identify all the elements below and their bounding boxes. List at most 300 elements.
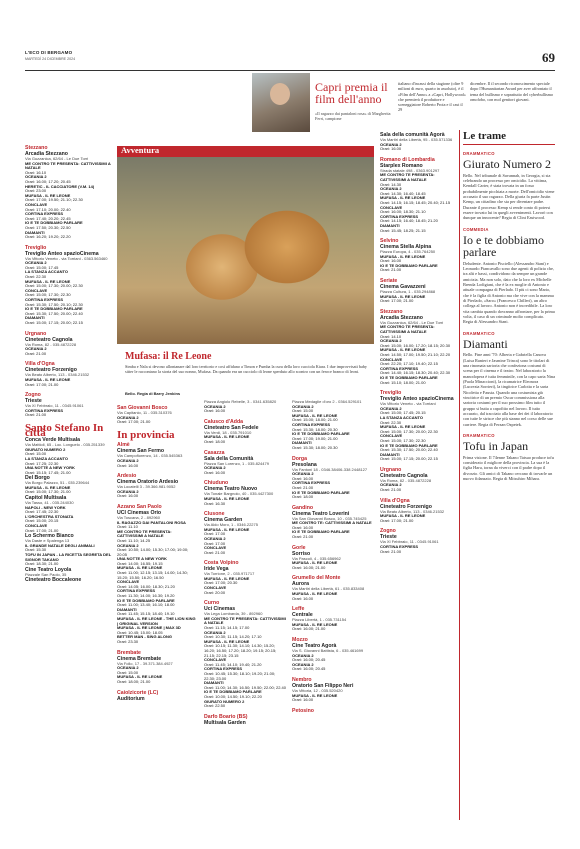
film-title: DIAMANTI	[25, 315, 45, 321]
showtimes: Orari: 16.20; 19.20; 22.20	[25, 234, 71, 240]
showtimes: Orari: 22.20; 17.10; 19.40; 22.15	[380, 361, 438, 367]
showtimes: Orari: 17.00; 21.00	[117, 419, 151, 425]
showtimes: Orari: 16.00	[292, 475, 314, 481]
film-title: OCEANIA 2	[25, 346, 47, 352]
film-title: IO E TE DOBBIAMO PARLARE	[292, 489, 350, 495]
showtimes: Orari: 16.00; 20.45	[292, 657, 326, 663]
film-title: CONCLAVE	[204, 657, 227, 663]
film-title: IO E TE DOBBIAMO PARLARE	[25, 220, 83, 226]
cinema-address: Via Pascoli, 4 - 035.656962	[292, 555, 341, 561]
film-title: MUFASA - IL RE LEONE	[25, 278, 71, 284]
plot-text: Bello. Fine anni '70: Alberta e Gabriella Canova (Luisa Ranieri e Jasmine Trinca) sono le titolari di una rinomata sartoria che confeziona costumi di scena per il cinema e il teatro. Nel laboratorio la manodopera è tutta femminile, con la capo sarta Nina (Paola Minaccioni), la ricamatrice Eleonora (Lucrezia Sorrieri), la tingitrice Carlotta e la sarta Nicoletta e Fausta. Quando una costumista già vincitrice di un premio Oscar commissiona alla sartoria costumi per il suo prossimo film tutto il gruppo si butta a capofitto nel lavoro. Il tutto accurato, dal tracciato alla base dei dei il laboratorio con tutte le strisce che più stanno nel corso delle sue carriere. Regia di Ferzan Ozpetek.	[463, 352, 555, 427]
cinema-name: Iride Vega	[204, 566, 229, 573]
film-title: CONCLAVE	[117, 579, 140, 585]
town-name: Ardesio	[117, 473, 137, 480]
film-title: MUFASA - IL RE LEONE	[117, 674, 163, 680]
cinema-name: Starplex Romano	[380, 162, 423, 169]
cinema-name: Oratorio San Filippo Neri	[292, 682, 354, 689]
cinema-address: Via S. Giovanni Battista, 6 - 035.461699	[292, 648, 364, 653]
showtimes: Orari: 15.00	[117, 669, 139, 675]
cinema-name: Conca Verde Multisala	[25, 437, 81, 444]
plot-text: Deludente. Antonio Pisciello (Alessandro Siani) e Leonardo Piancavallo sono due agenti di polizia che, tra alti e bassi, condividono da sempre un grande amicizia. Ma non solo, dato che la loro ex Michelle Brenda Lodigiani, che è la ex moglie di Antonio e attuale compagna di Pierlado. Il più ci sono Mario, che è la figlia di Antonio ma che vive con la mamma di Pierlado, «Saro» (Francesco Chilleri), un altro collega al lavoro. Antonio non è incredibile. La loro vita cambia quando dovranno affrontare, per la prima volta, il caso di un criminale molto complicato. Regia di Alessandro Siani.	[463, 260, 555, 325]
plot-film-title: Giurato Numero 2	[463, 157, 551, 171]
town-name: Darfo Boario (BS)	[204, 713, 248, 720]
cinema-name: Cineteatro Cagnola	[25, 336, 73, 343]
cinema-address: Via San Giovanni Bosco, 10 - 035.745425	[292, 515, 367, 521]
town-name: Leffe	[292, 606, 305, 613]
listing-column-2	[117, 400, 197, 840]
cinema-name: UCI Cinemas Orio	[117, 509, 162, 516]
plot-genre: DRAMMATICO	[463, 151, 495, 156]
film-title: IL RAGAZZO DAI PANTALONI ROSA	[117, 519, 186, 525]
film-title: OCEANIA 2	[117, 488, 139, 494]
film-title: LA STANZA ACCANTO	[25, 455, 68, 461]
film-title: OCEANIA 2	[117, 414, 139, 420]
showtimes: Orari: 17.45; 22.30	[25, 509, 59, 515]
cinema-name: Cine Teatro Agorà	[292, 643, 337, 649]
showtimes: Orari: 15.45; 18.25; 21.15	[380, 227, 426, 233]
showtimes: Orari: 10.00; 14.50; 19.10; 22.20	[204, 693, 262, 699]
cinema-name: Cinema San Fermo	[117, 448, 164, 455]
feature-film-title: Mufasa: il Re Leone	[125, 351, 212, 362]
showtimes: Orari: 16.00	[380, 146, 402, 152]
listing-column-1	[25, 140, 113, 840]
cinema-address: Via Torrione, 2 - 035.971717	[204, 571, 255, 577]
town-name: Treviglio	[380, 390, 402, 397]
film-title: UNA NOTTE A NEW YORK	[117, 556, 167, 562]
film-title: MUFASA - IL RE LEONE	[292, 412, 338, 418]
film-title: MUFASA - IL RE LEONE	[380, 347, 426, 353]
town-name: Selvino	[380, 238, 399, 245]
showtimes: Orari: 14.05; 16.00; 18.30; 21.20	[117, 583, 175, 589]
cinema-address: Strada statale 498 - 0363.901297	[380, 167, 440, 173]
showtimes: Orari: 15.00; 17.30; 22.30	[380, 437, 426, 443]
cinema-name: Cineteatro Forzenigo	[380, 503, 432, 510]
town-name: Zogno	[25, 392, 41, 399]
town-name: Gandino	[292, 504, 314, 511]
showtimes: Orari: 21.00	[292, 484, 314, 490]
film-title: MUFASA - IL RE LEONE	[292, 621, 338, 627]
showtimes: Orari: 17.00; 20.30	[204, 580, 238, 586]
cinema-name: Sala della Comunità	[204, 455, 254, 462]
cinema-address: Via Lega Lombarda, 39 - 892960	[204, 611, 263, 617]
showtimes: Orari: 17.00; 21.00	[25, 381, 59, 387]
film-title: OCEANIA 2	[117, 457, 139, 463]
town-name: Treviglio	[25, 244, 47, 251]
cinema-name: Cineteatro San Fedele	[204, 424, 259, 431]
town-name: Grumello del Monte	[292, 575, 341, 582]
cinema-name: Sala della comunità Agorà	[380, 132, 445, 138]
film-title: ME CONTRO TE PRESENTA: CATTIVISSIMI A NATALE	[380, 172, 435, 182]
cinema-address: Via Martiri della Libertà, 95 - 035.571336	[380, 137, 453, 142]
plot-film-title: Diamanti	[463, 336, 508, 351]
showtimes: Orari: 21.00	[25, 350, 47, 356]
lion-photo	[117, 157, 374, 344]
cinema-address: Via Borgo Palazzo, 51 - 035.239644	[25, 480, 90, 486]
town-name: Casazza	[204, 449, 225, 456]
film-title: CORTINA EXPRESS	[292, 480, 331, 486]
cinema-address: Via Daste e Spalenga 13	[25, 538, 70, 544]
cinema-address: Piazza San Lorenzo, 1 - 035.824479	[204, 460, 269, 466]
cinema-name: Cinema Stella Alpina	[380, 244, 432, 251]
town-name: Dorga	[292, 455, 307, 462]
film-title: IO E TE DOBBIAMO PARLARE	[25, 306, 83, 312]
film-title: OCEANIA 2	[380, 141, 402, 147]
showtimes: Orari: 17.00; 19.50; 21.10; 22.30	[25, 197, 83, 203]
film-title: CONCLAVE	[204, 545, 227, 551]
film-title: ME CONTRO TE PRESENTA: CATTIVISSIMI A NATALE	[204, 615, 286, 626]
cinema-address: Via Tasso, 41 - 035.244030	[25, 500, 74, 506]
showtimes: Orari: 15.00; 17.30; 20.00; 22.30	[25, 283, 83, 289]
cinema-address: Piazza Libertà, 1 - 035.731154	[292, 617, 347, 623]
film-title: OCEANIA 2	[380, 338, 402, 344]
cinema-name: Cinema Garden	[204, 517, 243, 524]
showtimes: Orari: 10.50; 14.00; 15.30; 17.00; 19.00; 20.05	[117, 547, 189, 557]
showtimes: Orari: 22.50	[204, 703, 226, 709]
section-heading: In provincia	[117, 428, 175, 441]
cinema-name: Auditorium	[117, 695, 145, 702]
film-title: CONCLAVE	[204, 585, 227, 591]
showtimes: Orari: 21.00	[292, 534, 314, 540]
cinema-address: Via Toscana, 2 - 892960	[117, 514, 160, 520]
film-title: IL GRANDE NATALE DEGLI ANIMALI	[25, 542, 95, 548]
cinema-name: Centrale	[292, 612, 313, 619]
column-divider	[459, 130, 460, 820]
cinema-address: Via Beato Alberto, 113 - 0346.21532	[380, 508, 445, 514]
film-title: LA STANZA ACCANTO	[25, 269, 68, 275]
town-name: Nembro	[292, 676, 312, 683]
showtimes: Orari: 17.25; 22.30	[25, 460, 59, 466]
film-title: CORTINA EXPRESS	[380, 365, 419, 371]
showtimes: Orari: 16.00; 17.20; 20.45	[25, 178, 71, 184]
showtimes: Orari: 15.30	[25, 547, 47, 553]
film-title: IO E TE DOBBIAMO PARLARE	[380, 374, 438, 380]
film-title: DIAMANTI	[292, 440, 312, 446]
showtimes: Orari: 11.00; 13.40; 16.10; 18.00	[117, 602, 175, 608]
film-title: IO E TE DOBBIAMO PARLARE	[292, 431, 350, 437]
cinema-name: Treviglio Anteo spazioCinema	[25, 250, 99, 257]
town-name: Villa d'Ogna	[25, 361, 55, 368]
film-title: MUFASA - IL RE LEONE	[204, 526, 250, 532]
page-number: 69	[542, 50, 555, 65]
showtimes: Orari: 15.00; 20.15	[25, 518, 59, 524]
film-title: CORTINA EXPRESS	[117, 588, 156, 594]
showtimes: Orari: 15.00; 18.00; 21.00	[292, 417, 338, 423]
showtimes: Orari: 11.00; 12.15; 13.15; 14.00; 14.30; 15.20; 15.50; 16.20; 16.50	[117, 570, 188, 580]
showtimes: Orari: 14.30; 16.40; 18.45	[380, 190, 426, 196]
film-title: ME CONTRO TE PRESENTA: CATTIVISSIMI A NATALE	[380, 324, 435, 335]
cinema-name: Arcadia Stezzano	[25, 151, 68, 157]
showtimes: Orari: 15.30; 18.00; 20.30	[292, 444, 338, 450]
film-title: BETTER MAN - SING ALONG	[117, 634, 172, 640]
showtimes: Orari: 11.30; 14.00; 16.30; 19.20	[117, 593, 175, 599]
showtimes: Orari: 14.00; 16.55; 19.15	[117, 560, 163, 566]
plots-column	[463, 130, 555, 481]
showtimes: Orari: 14.15; 16.40; 18.45; 21.20	[380, 218, 438, 224]
film-title: MUFASA - IL RE LEONE	[204, 495, 250, 501]
film-title: OCEANIA 2	[292, 403, 314, 409]
showtimes: Orari: 21.00	[204, 549, 226, 555]
film-title: CONCLAVE	[380, 204, 403, 210]
film-title: MUFASA - IL RE LEONE	[204, 434, 250, 440]
showtimes: Orari: 16.00	[204, 408, 226, 414]
cinema-name: Cinema Oratorio Ardesio	[117, 479, 179, 486]
film-title: MUFASA - IL RE LEONE	[292, 692, 338, 698]
showtimes: Orari: 18.30; 21.00	[25, 561, 59, 567]
cinema-name: Cine Teatro Loyola	[25, 566, 72, 573]
showtimes: Orari: 16.00	[292, 524, 314, 530]
showtimes: Orari: 15.00; 17.45	[25, 264, 59, 270]
showtimes: Orari: 17.00; 19.00; 21.00	[292, 435, 338, 441]
plot-film-title: Tofu in Japan	[463, 439, 529, 454]
cinema-name: Trieste	[380, 534, 397, 541]
plot-text: Prima visione. Il 74enne Takano Tatsuo produce tofu considerato il migliore della provincia. La sua è la figlia Haru, torna da viverci con il padre dopo il divorzio. Gli amici di Takano cercano di trovarle un nuovo fidanzato. Regia di Mitsuhiro Mihara.	[463, 454, 554, 481]
town-name: Brembate	[117, 649, 141, 656]
showtimes: Orari: 23.00	[25, 188, 47, 194]
film-title: MUFASA - IL RE LEONE	[25, 484, 71, 490]
film-title: MUFASA - IL RE LEONE	[292, 591, 338, 597]
showtimes: Orari: 16.00	[204, 469, 226, 475]
film-title: IO E TE DOBBIAMO PARLARE	[292, 529, 350, 535]
cinema-address: Via Fantoni 18 - 0346.38406-338 2448127	[292, 466, 368, 472]
cinema-address: Via Martiri della Libertà, 61 - 035.833408	[292, 586, 365, 592]
film-title: CORTINA EXPRESS	[204, 666, 243, 672]
film-title: OCEANIA 2	[117, 665, 139, 671]
showtimes: Orari: 23.30	[117, 638, 139, 644]
film-title: CORTINA EXPRESS	[292, 421, 331, 427]
film-title: MUFASA - IL RE LEONE	[25, 192, 71, 198]
showtimes: Orari: 16.00	[292, 697, 314, 703]
film-title: DIAMANTI	[117, 606, 137, 612]
cinema-name: Multisala Garden	[204, 719, 246, 726]
showtimes: Orari: 15.30; 18.00; 20.30	[292, 426, 338, 432]
showtimes: Orari: 17.10; 20.00; 22.40	[25, 206, 71, 212]
film-title: IO E TE DOBBIAMO PARLARE	[380, 442, 438, 448]
film-title: DIAMANTI	[380, 222, 400, 228]
showtimes: Orari: 17.00	[204, 540, 226, 546]
film-title: OCEANIA 2	[204, 465, 226, 471]
cinema-address: Via Guzzanica, 62/64 - Le Due Torri	[25, 156, 89, 161]
film-title: L'ORCHESTRA STONATA	[25, 513, 74, 519]
showtimes: Orari: 15.00; 17.45; 20.15	[380, 410, 426, 416]
masthead: L'ECO DI BERGAMO	[25, 50, 73, 55]
showtimes: Orari: 15.00; 17.15; 20.00; 22.15	[380, 456, 438, 462]
listing-column-3	[204, 400, 286, 840]
film-title: MUFASA - IL RE LEONE - THE LION KING | ORIGINAL VERSION	[117, 616, 196, 626]
showtimes: Orari: 15.00; 17.15; 20.00; 22.15	[25, 320, 83, 325]
showtimes: Orari: 15.00	[25, 451, 47, 457]
film-title: MUFASA - IL RE LEONE	[380, 195, 426, 201]
showtimes: Orari: 16.00	[117, 493, 139, 499]
cinema-address: Via Tonale Bargnolo, 40 - 035.4427300	[204, 491, 274, 497]
film-title: CONCLAVE	[25, 287, 48, 293]
film-title: DIAMANTI	[380, 451, 400, 457]
cinema-address: Via Verdi, 18 - 035.791010	[204, 429, 252, 435]
cinema-name: Cineteatro Cagnola	[380, 472, 428, 479]
film-title: ME CONTRO TE PRESENTA: CATTIVISSIMI A NATALE	[117, 528, 172, 539]
top-story	[25, 73, 554, 133]
town-name: Almè	[117, 442, 130, 449]
cinema-name: Cinema Brembate	[117, 655, 162, 662]
cinema-name: Capitol Multisala	[25, 495, 67, 502]
cinema-name: Cineteatro Boccaleone	[25, 577, 82, 584]
header-rule	[25, 70, 555, 71]
cinema-name: Cinema Gavazzeni	[380, 284, 426, 291]
showtimes: Orari: 21.00	[25, 412, 47, 418]
film-title: UNA NOTTE A NEW YORK	[25, 465, 75, 471]
showtimes: Orari: 18.00	[292, 494, 314, 500]
showtimes: Orari: 17.40; 20.20; 22.45	[25, 215, 71, 221]
cinema-address: Via Guzzanica, 62/64 - Le Due Torri	[380, 319, 444, 325]
town-name: Gorle	[292, 544, 306, 551]
showtimes: Orari: 17.00; 21.00	[380, 298, 414, 304]
top-story-headline: Capri premia il film dell'anno	[315, 80, 388, 106]
showtimes: Orari: 16.00; 20.45	[292, 666, 326, 672]
showtimes: Orari: 21.00	[380, 267, 402, 273]
cinema-address: Via Roma, 82 - 035.4872228	[380, 477, 432, 483]
plot-film-title: Io e te dobbiamo parlare	[463, 232, 544, 260]
showtimes: Orari: 11.00; 14.30; 16.50; 19.50; 22.00; 22.40	[204, 684, 286, 690]
town-name: Stezzano	[380, 308, 403, 315]
showtimes: Orari: 17.50; 20.30; 22.50	[25, 224, 71, 230]
cinema-address: Piazzale San Paolo, 35	[25, 571, 67, 577]
cinema-address: Piazza Europa, 4 - 035.764250	[380, 249, 436, 255]
cinema-name: Presolana	[292, 461, 317, 468]
film-title: MUFASA - IL RE LEONE	[204, 638, 250, 644]
showtimes: Orari: 20.00	[204, 589, 226, 595]
town-name: Curno	[204, 600, 220, 607]
film-title: OCEANIA 2	[292, 652, 314, 658]
showtimes: Orari: 11.45; 15.15; 18.40; 19.10	[117, 611, 175, 617]
showtimes: Orari: 11.10	[117, 524, 138, 530]
film-title: DIAMANTI	[204, 680, 224, 686]
showtimes: Orari: 16.00; 18.30; 21.10	[380, 209, 426, 215]
cinema-address: Piazza Cultura, 1 - 035.294868	[380, 289, 436, 295]
town-name: Mozzo	[292, 637, 308, 643]
film-title: OCEANIA 2	[292, 661, 314, 667]
film-title: CORTINA EXPRESS	[25, 297, 64, 303]
showtimes: Orari: 17.00; 21.00	[25, 527, 59, 533]
showtimes: Orari: 11.15; 14.15; 17.00	[204, 625, 250, 631]
cinema-address: Piazza Medaglie d'oro 2 - 0364.529101	[292, 400, 362, 404]
plot-text: Bello. Nel tribunale di Savannah, in Georgia, si sta celebrando un processo per omicidio. La vittima, Kendall Carter, è stata trovata in un fosso probabilmente picchiata a morte. Dell'omicidio viene accusato il suo ragazzo. Della giuria fa parte Justin Kemp, un cittadino che sta per diventare padre. Durante il processo Kemp si rende conto di potersi essere trovato lui in quegli avvenimenti. Lavorò con dunque un innocente? Regia di Clint Eastwood.	[463, 172, 555, 221]
film-title: CORTINA EXPRESS	[380, 213, 419, 219]
showtimes: Orari: 15.00; 17.30; 21.00	[25, 489, 71, 495]
showtimes: Orari: 15.00; 17.30; 20.00; 22.30	[380, 428, 438, 434]
showtimes: Orari: 16.30	[204, 500, 226, 506]
showtimes: Orari: 17.00	[204, 531, 226, 537]
town-name: Caiolzicorte (LC)	[117, 689, 159, 696]
film-title: CORTINA EXPRESS	[25, 211, 64, 217]
showtimes: Orari: 14.50; 17.00; 19.50; 21.10; 22.20	[380, 352, 451, 357]
film-title: IO E TE DOBBIAMO PARLARE	[380, 262, 438, 268]
film-title: DIAMANTI	[25, 229, 45, 235]
cinema-address: Via Vittorio Veneto - via Torriani - 0363.563460	[25, 255, 108, 261]
page-header	[25, 50, 555, 70]
listing-column-4	[292, 400, 372, 840]
cinema-name: Sorriso	[292, 550, 311, 557]
cinema-name: Trieste	[25, 398, 42, 405]
showtimes: Orari: 22.30	[25, 274, 47, 280]
showtimes: Orari: 15.15; 17.45; 21.00	[25, 469, 71, 475]
film-title: OCEANIA 2	[117, 542, 139, 548]
showtimes: Orari: 18.00; 21.00	[117, 678, 151, 684]
cinema-name: Cineteatro Forzenigo	[25, 367, 77, 374]
showtimes: Orari: 10.30; 11.15; 14.20; 17.10	[204, 634, 262, 640]
film-title: LA STANZA ACCANTO	[380, 414, 423, 420]
feature-film-synopsis: Simba e Nala si devono allontanare dal loro territorio e così affidano a Timon e Pumba la cura della loro cucciola Kiara. I due improvvisati baby sitter le raccontano la storia del suo nonno, Mufasa. Da quando era un cucciolo di leone sperduto allo scontro con un feroce branco di leoni.	[125, 364, 368, 375]
cinema-address: Piazza Angiolo Rebelle, 3 - 0341.635820	[204, 400, 277, 404]
cinema-name: Aurora	[292, 581, 310, 588]
film-title: OCEANIA 2	[380, 405, 402, 411]
showtimes: Orari: 15.30; 17.50; 20.00; 22.40	[25, 310, 83, 316]
film-title: NAPOLI - NEW YORK	[25, 504, 66, 510]
film-title: MUFASA - IL RE LEONE	[117, 565, 163, 571]
film-title: GIURATO NUMERO 2	[25, 446, 66, 452]
showtimes: Orari: 10.15; 11.30; 14.10; 14.30; 15.20; 16.20; 16.50; 17.20; 18.20; 19.15; 20.15; 21.15; 22.15; 23.15	[204, 643, 277, 658]
cinema-name: Del Borgo	[25, 475, 50, 482]
cinema-address: Via Beato Alberto, 113 - 0346.21532	[25, 372, 90, 378]
showtimes: Orari: 15.00; 16.00; 17.20; 18.15; 20.30	[380, 342, 451, 348]
showtimes: Orari: 16.00; 21.00	[292, 626, 326, 632]
cinema-address: Via Vittoria, 12 - 035.520420	[292, 687, 343, 693]
cinema-name: Uci Cinemas	[204, 606, 236, 613]
top-story-body-continued: dicembre. Il il secondo riconoscimento speciale dopo l'Humanitarian Award per aver affrontato il tema del bullismo e soprattutto del cyberbullismo omofobo, con mol genitori giovani.	[470, 81, 554, 102]
top-story-body: italiano d'incassi della stagione (oltre 9 milioni di euro, quarto in assoluto), è il «Film dell'Anno» a «Capri, Hollywood» che premierà il produttore e sceneggiatore Roberto Proia e il cast il 29	[398, 81, 466, 113]
film-title: CONCLAVE	[25, 523, 48, 529]
showtimes: Orari: 15.30; 17.50; 20.10; 22.30	[25, 301, 83, 307]
showtimes: Orari: 17.00; 21.00	[380, 517, 414, 523]
cinema-address: Via Locatelli 3 - 39.366.981.9052	[117, 484, 176, 490]
town-name: Costa Volpino	[204, 560, 239, 567]
film-title: OCEANIA 2	[204, 535, 226, 541]
town-name: Chiuduno	[204, 480, 229, 487]
film-title: IO E TE DOBBIAMO PARLARE	[204, 689, 262, 695]
film-title: MUFASA - IL RE LEONE	[204, 575, 250, 581]
showtimes: Orari: 14.30	[380, 181, 402, 187]
film-title: CONCLAVE	[25, 201, 48, 207]
showtimes: Orari: 16.00	[117, 462, 139, 468]
cinema-name: Cinema Teatro Loverini	[292, 510, 350, 517]
cinema-address: Via Capitanio, 11 - 035.310376	[117, 410, 172, 415]
cinema-address: Via Aldo Moro, 1 - 0346.22275	[204, 522, 258, 528]
town-name: Stezzano	[25, 145, 48, 151]
showtimes: Orari: 10.45; 15.30; 18.10; 19.20; 21.00; 22.30; 23.00	[204, 670, 276, 681]
showtimes: Orari: 22.30	[380, 419, 402, 425]
town-name: San Giovanni Bosco	[117, 405, 168, 411]
film-title: CONCLAVE	[380, 433, 403, 439]
showtimes: Orari: 15.00; 17.30; 22.30	[25, 292, 71, 298]
film-title: OCEANIA 2	[204, 403, 226, 409]
showtimes: Orari: 11.10; 14.25	[117, 537, 151, 543]
film-title: OCEANIA 2	[25, 260, 47, 266]
cinema-address: Via XI Febbraio, 11 - 0345.91061	[25, 403, 84, 409]
showtimes: Orari: 14.15; 16.15; 18.45; 20.40; 21.15	[380, 199, 451, 205]
showtimes: Orari: 15.10; 18.00; 21.00	[380, 379, 426, 385]
town-name: Zogno	[380, 528, 396, 535]
genre-label: Avventura	[121, 145, 160, 155]
top-story-subhead: «Il ragazzo dai pantaloni rosa» di Margherita Ferri, campione	[315, 111, 391, 122]
film-title: OCEANIA 2	[380, 186, 402, 192]
showtimes: Orari: 14.40; 16.15; 18.30; 20.40; 22.30	[380, 370, 451, 376]
showtimes: Orari: 16.10	[25, 169, 47, 175]
town-name: Seriate	[380, 278, 398, 285]
film-title: OCEANIA 2	[204, 629, 226, 635]
film-title: TOFU IN JAPAN - LA RICETTA SEGRETA DEL SIGNOR TAKANO	[25, 552, 112, 562]
film-title: ME CONTRO TE PRESENTA: CATTIVISSIMI A NATALE	[25, 160, 111, 171]
film-title: CORTINA EXPRESS	[380, 544, 419, 550]
film-title: MUFASA - IL RE LEONE	[380, 513, 426, 519]
